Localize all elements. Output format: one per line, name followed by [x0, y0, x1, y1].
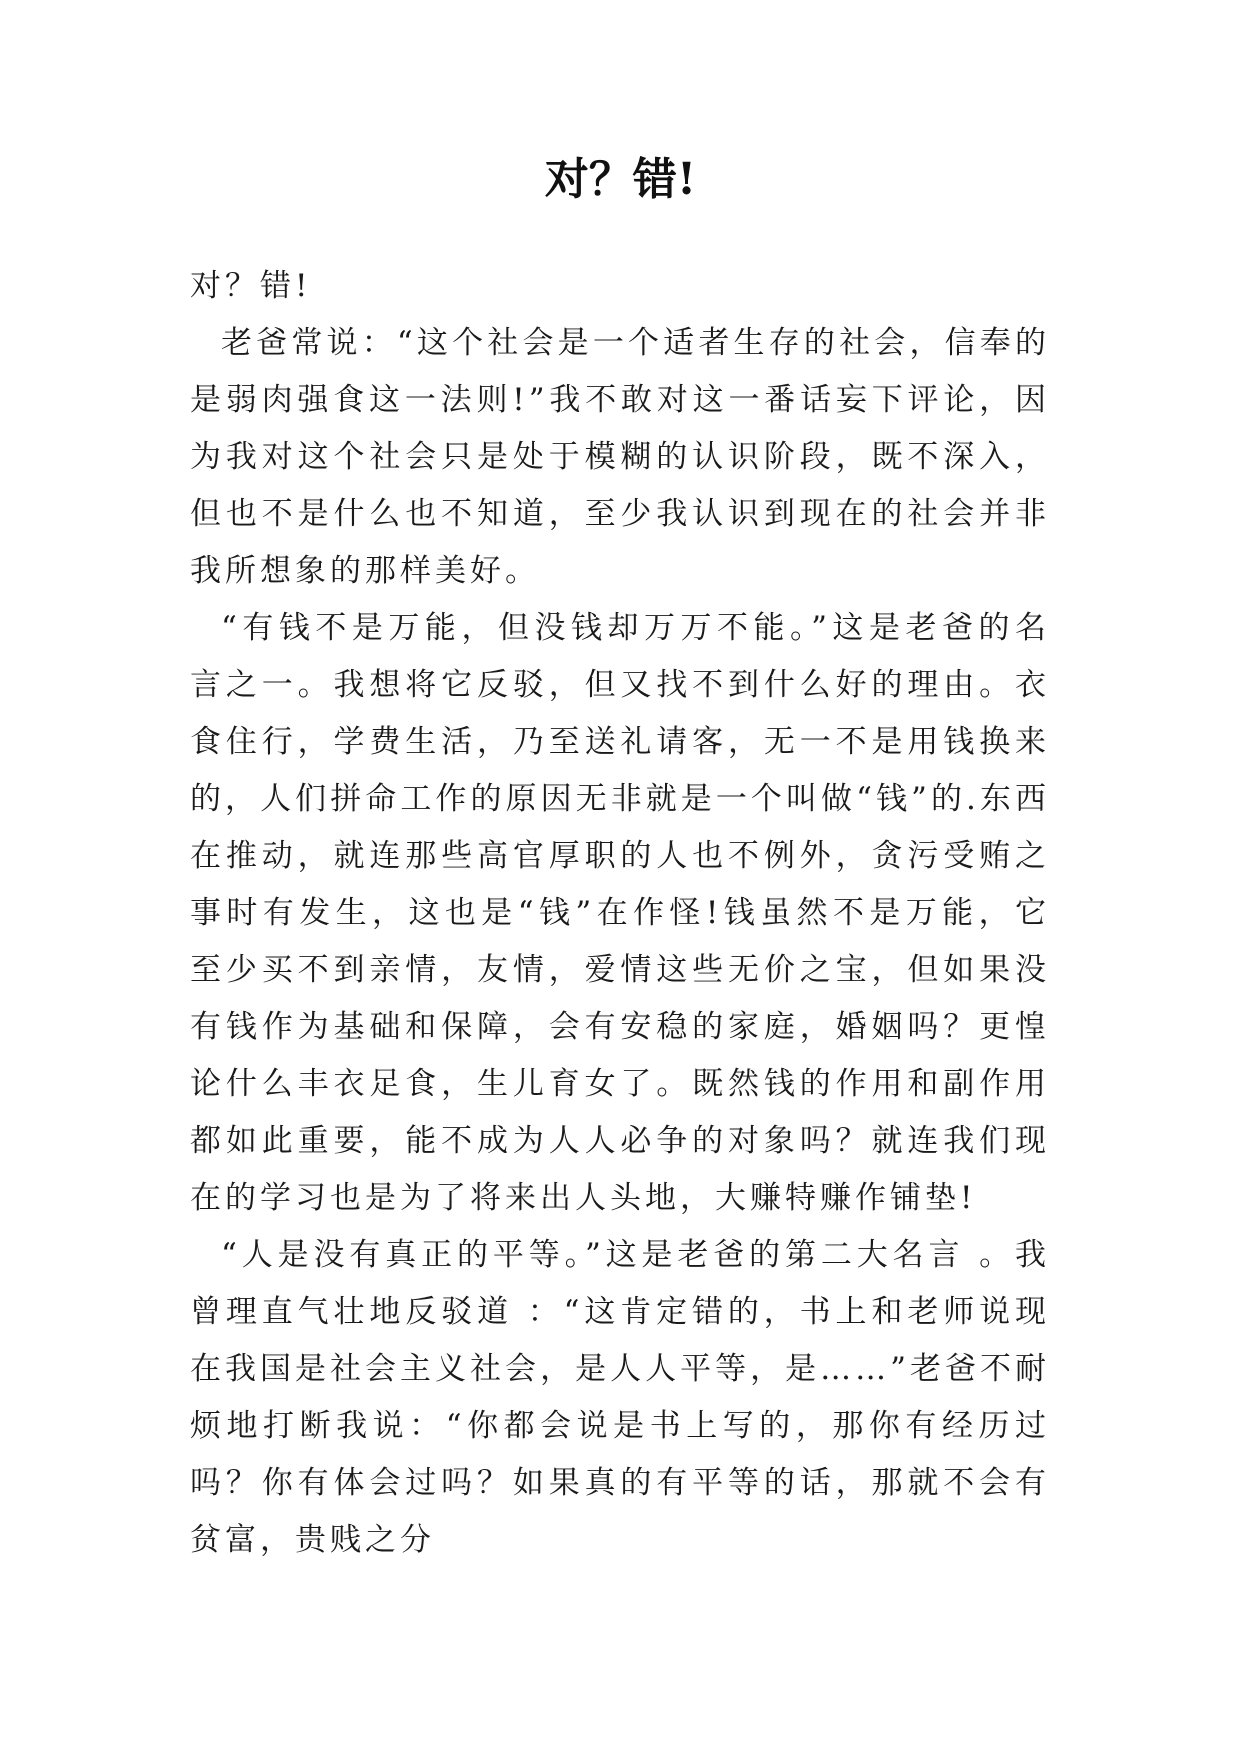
document-title: 对？错!: [544, 154, 697, 205]
paragraph: “有钱不是万能，但没钱却万万不能。”这是老爸的名言之一。我想将它反驳，但又找不到什么好的理由。衣食住行，学费生活，乃至送礼请客，无一不是用钱换来的，人们拼命工作的原因无非就是一个叫做“钱”的.东西在推动，就连那些高官厚职的人也不例外，贪污受贿之事时有发生，这也是“钱”在作怪!钱虽然不是万能，它至少买不到亲情，友情，爱情这些无价之宝，但如果没有钱作为基础和保障，会有安稳的家庭，婚姻吗？更惶论什么丰衣足食，生儿育女了。既然钱的作用和副作用都如此重要，能不成为人人必争的对象吗？就连我们现在的学习也是为了将来出人头地，大赚特赚作铺垫!: [190, 610, 1050, 1216]
paragraph: 老爸常说：“这个社会是一个适者生存的社会，信奉的是弱肉强食这一法则!”我不敢对这一番话妄下评论，因为我对这个社会只是处于模糊的认识阶段，既不深入，但也不是什么也不知道，至少我认识到现在的社会并非我所想象的那样美好。: [190, 325, 1050, 589]
paragraph-heading: 对？错!: [190, 268, 312, 304]
document-body: [190, 258, 1050, 1569]
paragraph: “人是没有真正的平等。”这是老爸的第二大名言 。我曾理直气壮地反驳道 ：“这肯定错的，书上和老师说现在我国是社会主义社会，是人人平等，是……”老爸不耐烦地打断我说：“你都会说是书上写的，那你有经历过吗？你有体会过吗？如果真的有平等的话，那就不会有贫富，贵贱之分: [190, 1237, 1050, 1558]
